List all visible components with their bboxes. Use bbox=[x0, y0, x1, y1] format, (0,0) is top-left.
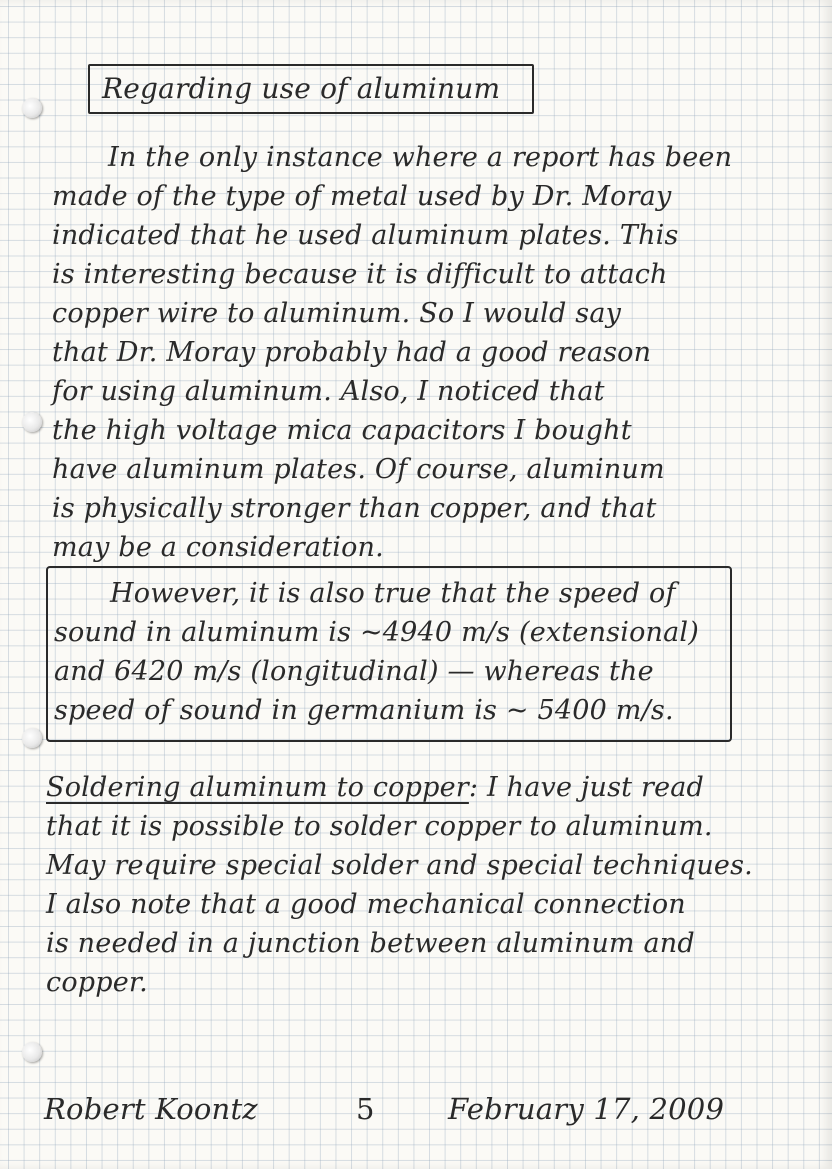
text-line: the high voltage mica capacitors I bought bbox=[52, 415, 632, 446]
heading-continuation: : I have just read bbox=[468, 772, 705, 803]
text-line: I also note that a good mechanical connection bbox=[46, 889, 686, 920]
text-line: speed of sound in germanium is ~ 5400 m/s. bbox=[54, 695, 674, 726]
title-box bbox=[88, 64, 534, 114]
text-line: is needed in a junction between aluminum and bbox=[46, 928, 695, 959]
text-line: that it is possible to solder copper to aluminum. bbox=[46, 811, 713, 842]
text-line: that Dr. Moray probably had a good reason bbox=[52, 337, 652, 368]
text-line: However, it is also true that the speed of bbox=[110, 578, 676, 609]
text-line: May require special solder and special techniques. bbox=[46, 850, 753, 881]
binder-hole bbox=[22, 728, 42, 748]
page-footer bbox=[0, 1084, 832, 1134]
text-line bbox=[46, 768, 766, 807]
text-line: copper. bbox=[46, 967, 148, 998]
section-heading: Soldering aluminum to copper bbox=[46, 772, 469, 803]
text-line: is interesting because it is difficult to attach bbox=[52, 259, 668, 290]
date: February 17, 2009 bbox=[448, 1092, 725, 1126]
text-line: is physically stronger than copper, and that bbox=[52, 493, 657, 524]
text-line: and 6420 m/s (longitudinal) — whereas the bbox=[54, 656, 654, 687]
paragraph-soldering bbox=[46, 768, 766, 1002]
text-line: In the only instance where a report has been bbox=[108, 142, 733, 173]
text-line: have aluminum plates. Of course, aluminum bbox=[52, 454, 665, 485]
text-line: indicated that he used aluminum plates. This bbox=[52, 220, 679, 251]
binder-hole bbox=[22, 98, 42, 118]
text-line: copper wire to aluminum. So I would say bbox=[52, 298, 622, 329]
text-line: made of the type of metal used by Dr. Moray bbox=[52, 181, 672, 212]
text-line: sound in aluminum is ~4940 m/s (extensional) bbox=[54, 617, 699, 648]
binder-hole bbox=[22, 412, 42, 432]
page-title: Regarding use of aluminum bbox=[102, 72, 501, 105]
text-line: for using aluminum. Also, I noticed that bbox=[52, 376, 605, 407]
text-line: may be a consideration. bbox=[52, 532, 384, 563]
signature: Robert Koontz bbox=[44, 1092, 258, 1126]
binder-hole bbox=[22, 1042, 42, 1062]
boxed-note-speed-of-sound bbox=[46, 566, 732, 742]
paragraph-aluminum-plates bbox=[52, 138, 742, 567]
page-number: 5 bbox=[356, 1092, 375, 1126]
